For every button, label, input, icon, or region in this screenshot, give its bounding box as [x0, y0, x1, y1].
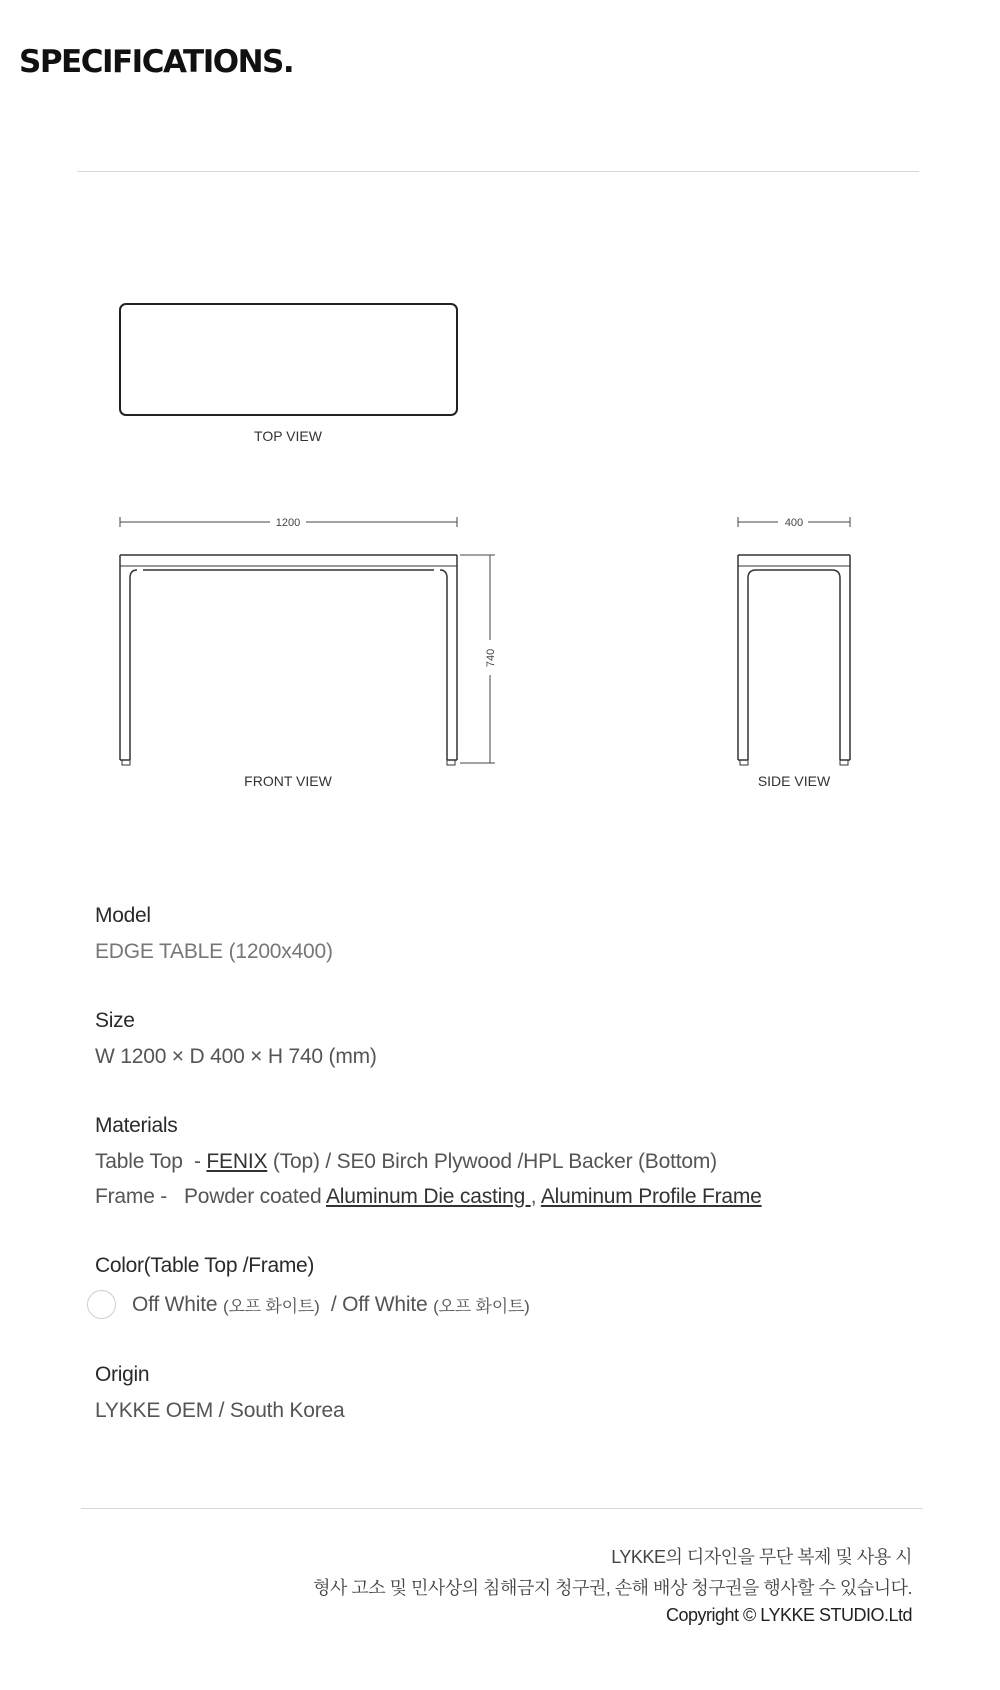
aluminum-die-casting-link[interactable]: Aluminum Die casting	[325, 1185, 531, 1208]
top-view-label: TOP VIEW	[254, 428, 322, 444]
top-view-outline	[120, 304, 457, 415]
page-title: SPECIFICATIONS.	[19, 44, 294, 80]
side-view-label: SIDE VIEW	[757, 773, 831, 789]
spec-size-value: W 1200 × D 400 × H 740 (mm)	[95, 1045, 377, 1068]
side-view-table	[738, 555, 850, 765]
table-top-suffix: (Top) / SE0 Birch Plywood /HPL Backer (Bottom)	[267, 1150, 717, 1173]
front-view-table	[120, 555, 457, 765]
spec-materials-table-top	[95, 1150, 762, 1174]
spec-model-label: Model	[95, 904, 151, 927]
spec-size-label: Size	[95, 1009, 135, 1032]
table-top-prefix: Table Top -	[95, 1150, 207, 1173]
fenix-link[interactable]: FENIX	[206, 1150, 268, 1173]
spec-materials-frame	[95, 1185, 762, 1209]
spec-materials	[95, 1114, 762, 1209]
spec-model	[95, 904, 333, 964]
spec-color	[95, 1254, 530, 1319]
technical-drawing	[0, 0, 1000, 820]
spec-origin-label: Origin	[95, 1363, 150, 1386]
spec-origin	[95, 1363, 344, 1423]
frame-separator: ,	[530, 1185, 541, 1208]
color-name-1-ko: (오프 화이트)	[222, 1297, 320, 1316]
width-dimension-label: 1200	[275, 517, 301, 529]
color-name-2: Off White	[342, 1292, 434, 1316]
color-name-2-ko: (오프 화이트)	[433, 1297, 530, 1316]
bottom-divider	[81, 1508, 923, 1509]
footer-notice-line-2: 형사 고소 및 민사상의 침해금지 청구권, 손해 배상 청구권을 행사할 수 있습니다.	[313, 1578, 912, 1598]
spec-materials-label: Materials	[95, 1114, 178, 1137]
spec-model-value: EDGE TABLE (1200x400)	[95, 940, 333, 963]
spec-color-label: Color(Table Top /Frame)	[95, 1254, 315, 1277]
spec-origin-value: LYKKE OEM / South Korea	[95, 1399, 345, 1422]
color-name-1: Off White	[132, 1292, 223, 1316]
color-swatch[interactable]	[87, 1290, 116, 1319]
front-view-label: FRONT VIEW	[244, 773, 332, 789]
spec-size	[95, 1009, 377, 1069]
height-dimension-label: 740	[485, 648, 497, 668]
color-option[interactable]	[87, 1290, 530, 1319]
footer-notice-line-1: LYKKE의 디자인을 무단 복제 및 사용 시	[611, 1547, 912, 1567]
aluminum-profile-frame-link[interactable]: Aluminum Profile Frame	[540, 1185, 762, 1208]
color-separator: /	[319, 1292, 343, 1316]
footer-copyright: Copyright © LYKKE STUDIO.Ltd	[665, 1605, 912, 1625]
frame-prefix: Frame - Powder coated	[95, 1185, 326, 1208]
depth-dimension-label: 400	[784, 517, 804, 529]
